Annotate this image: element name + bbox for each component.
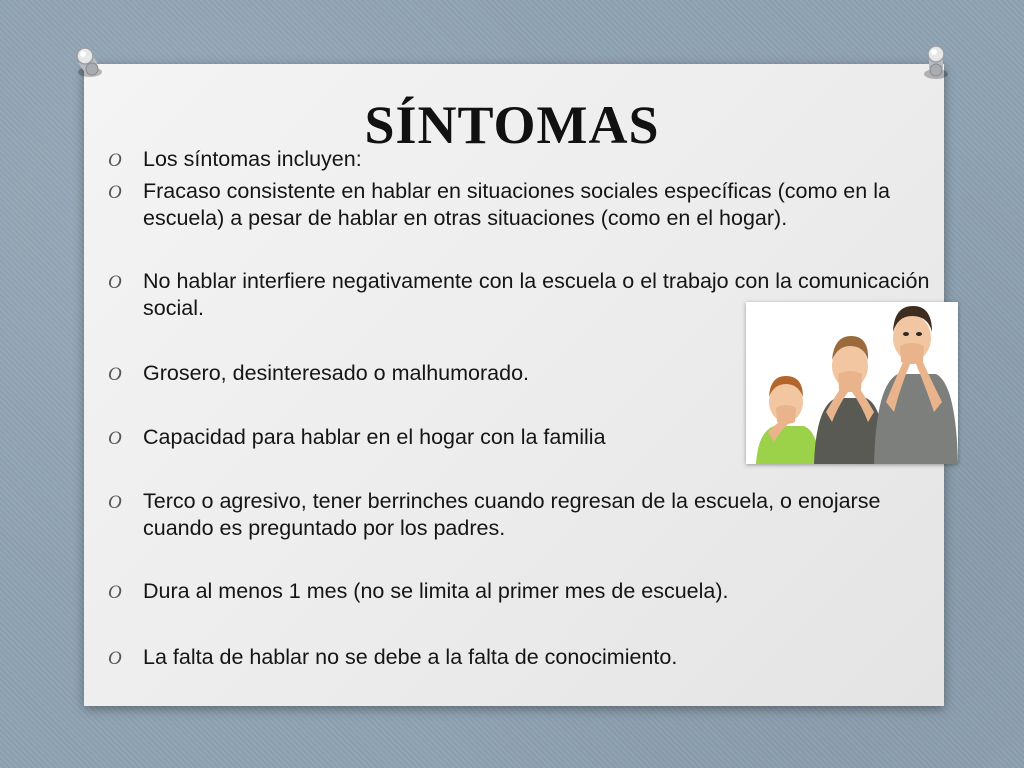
pushpin-icon [916,44,956,84]
bullet-marker: O [108,182,122,203]
bullet-text: Capacidad para hablar en el hogar con la familia [143,425,606,449]
pushpin-icon [68,44,108,84]
bullet-text: No hablar interfiere negativamente con la escuela o el trabajo con la comunicación social. [143,269,930,320]
slide-title: SÍNTOMAS [364,95,660,155]
bullet-marker: O [108,648,122,669]
bullet-text: Terco o agresivo, tener berrinches cuando regresan de la escuela, o enojarse cuando es preguntado por los padres. [143,489,881,540]
bullet-marker: O [108,582,122,603]
bullet-marker: O [108,272,122,293]
bullet-text: Los síntomas incluyen: [143,147,362,171]
bullet-text: Dura al menos 1 mes (no se limita al primer mes de escuela). [143,579,729,603]
bullet-marker: O [108,428,122,449]
bullet-marker: O [108,150,122,171]
bullet-text: La falta de hablar no se debe a la falta de conocimiento. [143,645,678,669]
bullet-marker: O [108,492,122,513]
bullet-text: Fracaso consistente en hablar en situaciones sociales específicas (como en la escuela) a pesar de hablar en otras situaciones (como en el hogar). [143,179,890,230]
children-covering-mouths-photo [746,302,958,464]
bullet-text: Grosero, desinteresado o malhumorado. [143,361,530,385]
bullet-marker: O [108,364,122,385]
